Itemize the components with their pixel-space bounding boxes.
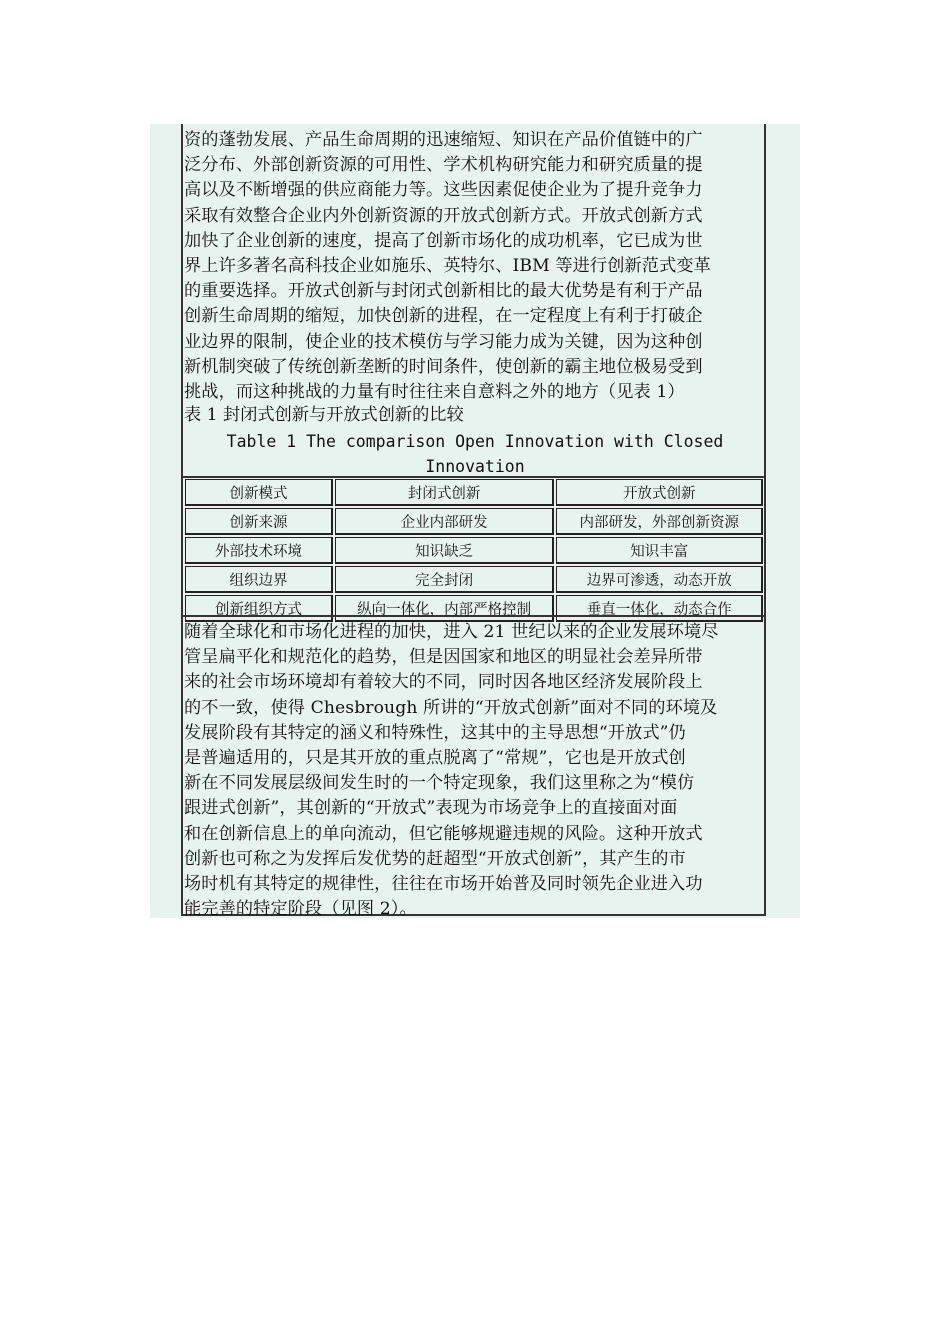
table-caption-en-line: Innovation [425, 457, 525, 476]
paragraph-2-line: 场时机有其特定的规律性，往往在市场开始普及同时领先企业进入功 [184, 874, 703, 895]
table-cell: 开放式创新 [556, 479, 763, 506]
paragraph-2-line: 跟进式创新”，其创新的“开放式”表现为市场竞争上的直接面对面 [184, 798, 678, 819]
table-cell: 完全封闭 [335, 566, 554, 593]
comparison-table [183, 477, 765, 618]
table-cell: 创新模式 [185, 479, 333, 506]
table-row [185, 595, 763, 622]
paragraph-2-line: 和在创新信息上的单向流动，但它能够规避违规的风险。这种开放式 [184, 823, 703, 844]
table-cell: 创新组织方式 [185, 595, 333, 622]
table-cell: 组织边界 [185, 566, 333, 593]
table-cell: 纵向一体化，内部严格控制 [335, 595, 554, 622]
table-row [185, 479, 763, 506]
table-caption-en-line: Table 1 The comparison Open Innovation with Closed [226, 432, 724, 451]
table-row [185, 508, 763, 535]
paragraph-2-line: 创新也可称之为发挥后发优势的赶超型“开放式创新”，其产生的市 [184, 848, 686, 869]
paragraph-1-line: 创新生命周期的缩短，加快创新的进程，在一定程度上有利于打破企 [184, 306, 703, 327]
table-caption-zh: 表 1 封闭式创新与开放式创新的比较 [184, 405, 464, 425]
table-cell: 外部技术环境 [185, 537, 333, 564]
paragraph-1-line: 界上许多著名高科技企业如施乐、英特尔、IBM 等进行创新范式变革 [184, 256, 711, 277]
table-row [185, 566, 763, 593]
paragraph-1-line: 新机制突破了传统创新垄断的时间条件，使创新的霸主地位极易受到 [184, 356, 703, 377]
table-cell: 封闭式创新 [335, 479, 554, 506]
paragraph-2-line: 随着全球化和市场化进程的加快，进入 21 世纪以来的企业发展环境尽 [184, 622, 719, 642]
table-cell: 边界可渗透，动态开放 [556, 566, 763, 593]
table-bottom-rule [181, 615, 766, 617]
table-cell: 创新来源 [185, 508, 333, 535]
paragraph-1-line: 采取有效整合企业内外创新资源的开放式创新方式。开放式创新方式 [184, 205, 703, 226]
paragraph-2-line: 管呈扁平化和规范化的趋势，但是因国家和地区的明显社会差异所带 [184, 647, 703, 668]
paragraph-1-line: 的重要选择。开放式创新与封闭式创新相比的最大优势是有利于产品 [184, 281, 703, 302]
table-row [185, 537, 763, 564]
table-cell: 知识丰富 [556, 537, 763, 564]
table-cell: 企业内部研发 [335, 508, 554, 535]
paragraph-2-line: 新在不同发展层级间发生时的一个特定现象，我们这里称之为“模仿 [184, 773, 695, 794]
paragraph-2-line: 是普遍适用的，只是其开放的重点脱离了“常规”，它也是开放式创 [184, 748, 686, 769]
paragraph-2-line: 发展阶段有其特定的涵义和特殊性，这其中的主导思想“开放式”仍 [184, 722, 686, 743]
paragraph-1-line: 资的蓬勃发展、产品生命周期的迅速缩短、知识在产品价值链中的广 [184, 130, 703, 150]
paragraph-1-line: 泛分布、外部创新资源的可用性、学术机构研究能力和研究质量的提 [184, 155, 703, 176]
paragraph-1-line: 业边界的限制，使企业的技术模仿与学习能力成为关键，因为这种创 [184, 331, 703, 352]
table-cell: 垂直一体化，动态合作 [556, 595, 763, 622]
paragraph-1-line: 高以及不断增强的供应商能力等。这些因素促使企业为了提升竞争力 [184, 180, 703, 201]
paragraph-2-line: 的不一致，使得 Chesbrough 所讲的“开放式创新”面对不同的环境及 [184, 697, 718, 718]
paragraph-1-line: 挑战，而这种挑战的力量有时往往来自意料之外的地方（见表 1） [184, 382, 685, 403]
table-cell: 内部研发，外部创新资源 [556, 508, 763, 535]
paragraph-2-line: 能完善的特定阶段（见图 2）。 [184, 899, 417, 920]
table-caption-en [184, 429, 766, 479]
paragraph-1-line: 加快了企业创新的速度，提高了创新市场化的成功机率，它已成为世 [184, 230, 703, 251]
paragraph-2 [184, 620, 766, 922]
paragraph-1 [184, 128, 766, 405]
paragraph-2-line: 来的社会市场环境却有着较大的不同，同时因各地区经济发展阶段上 [184, 672, 703, 693]
table-cell: 知识缺乏 [335, 537, 554, 564]
